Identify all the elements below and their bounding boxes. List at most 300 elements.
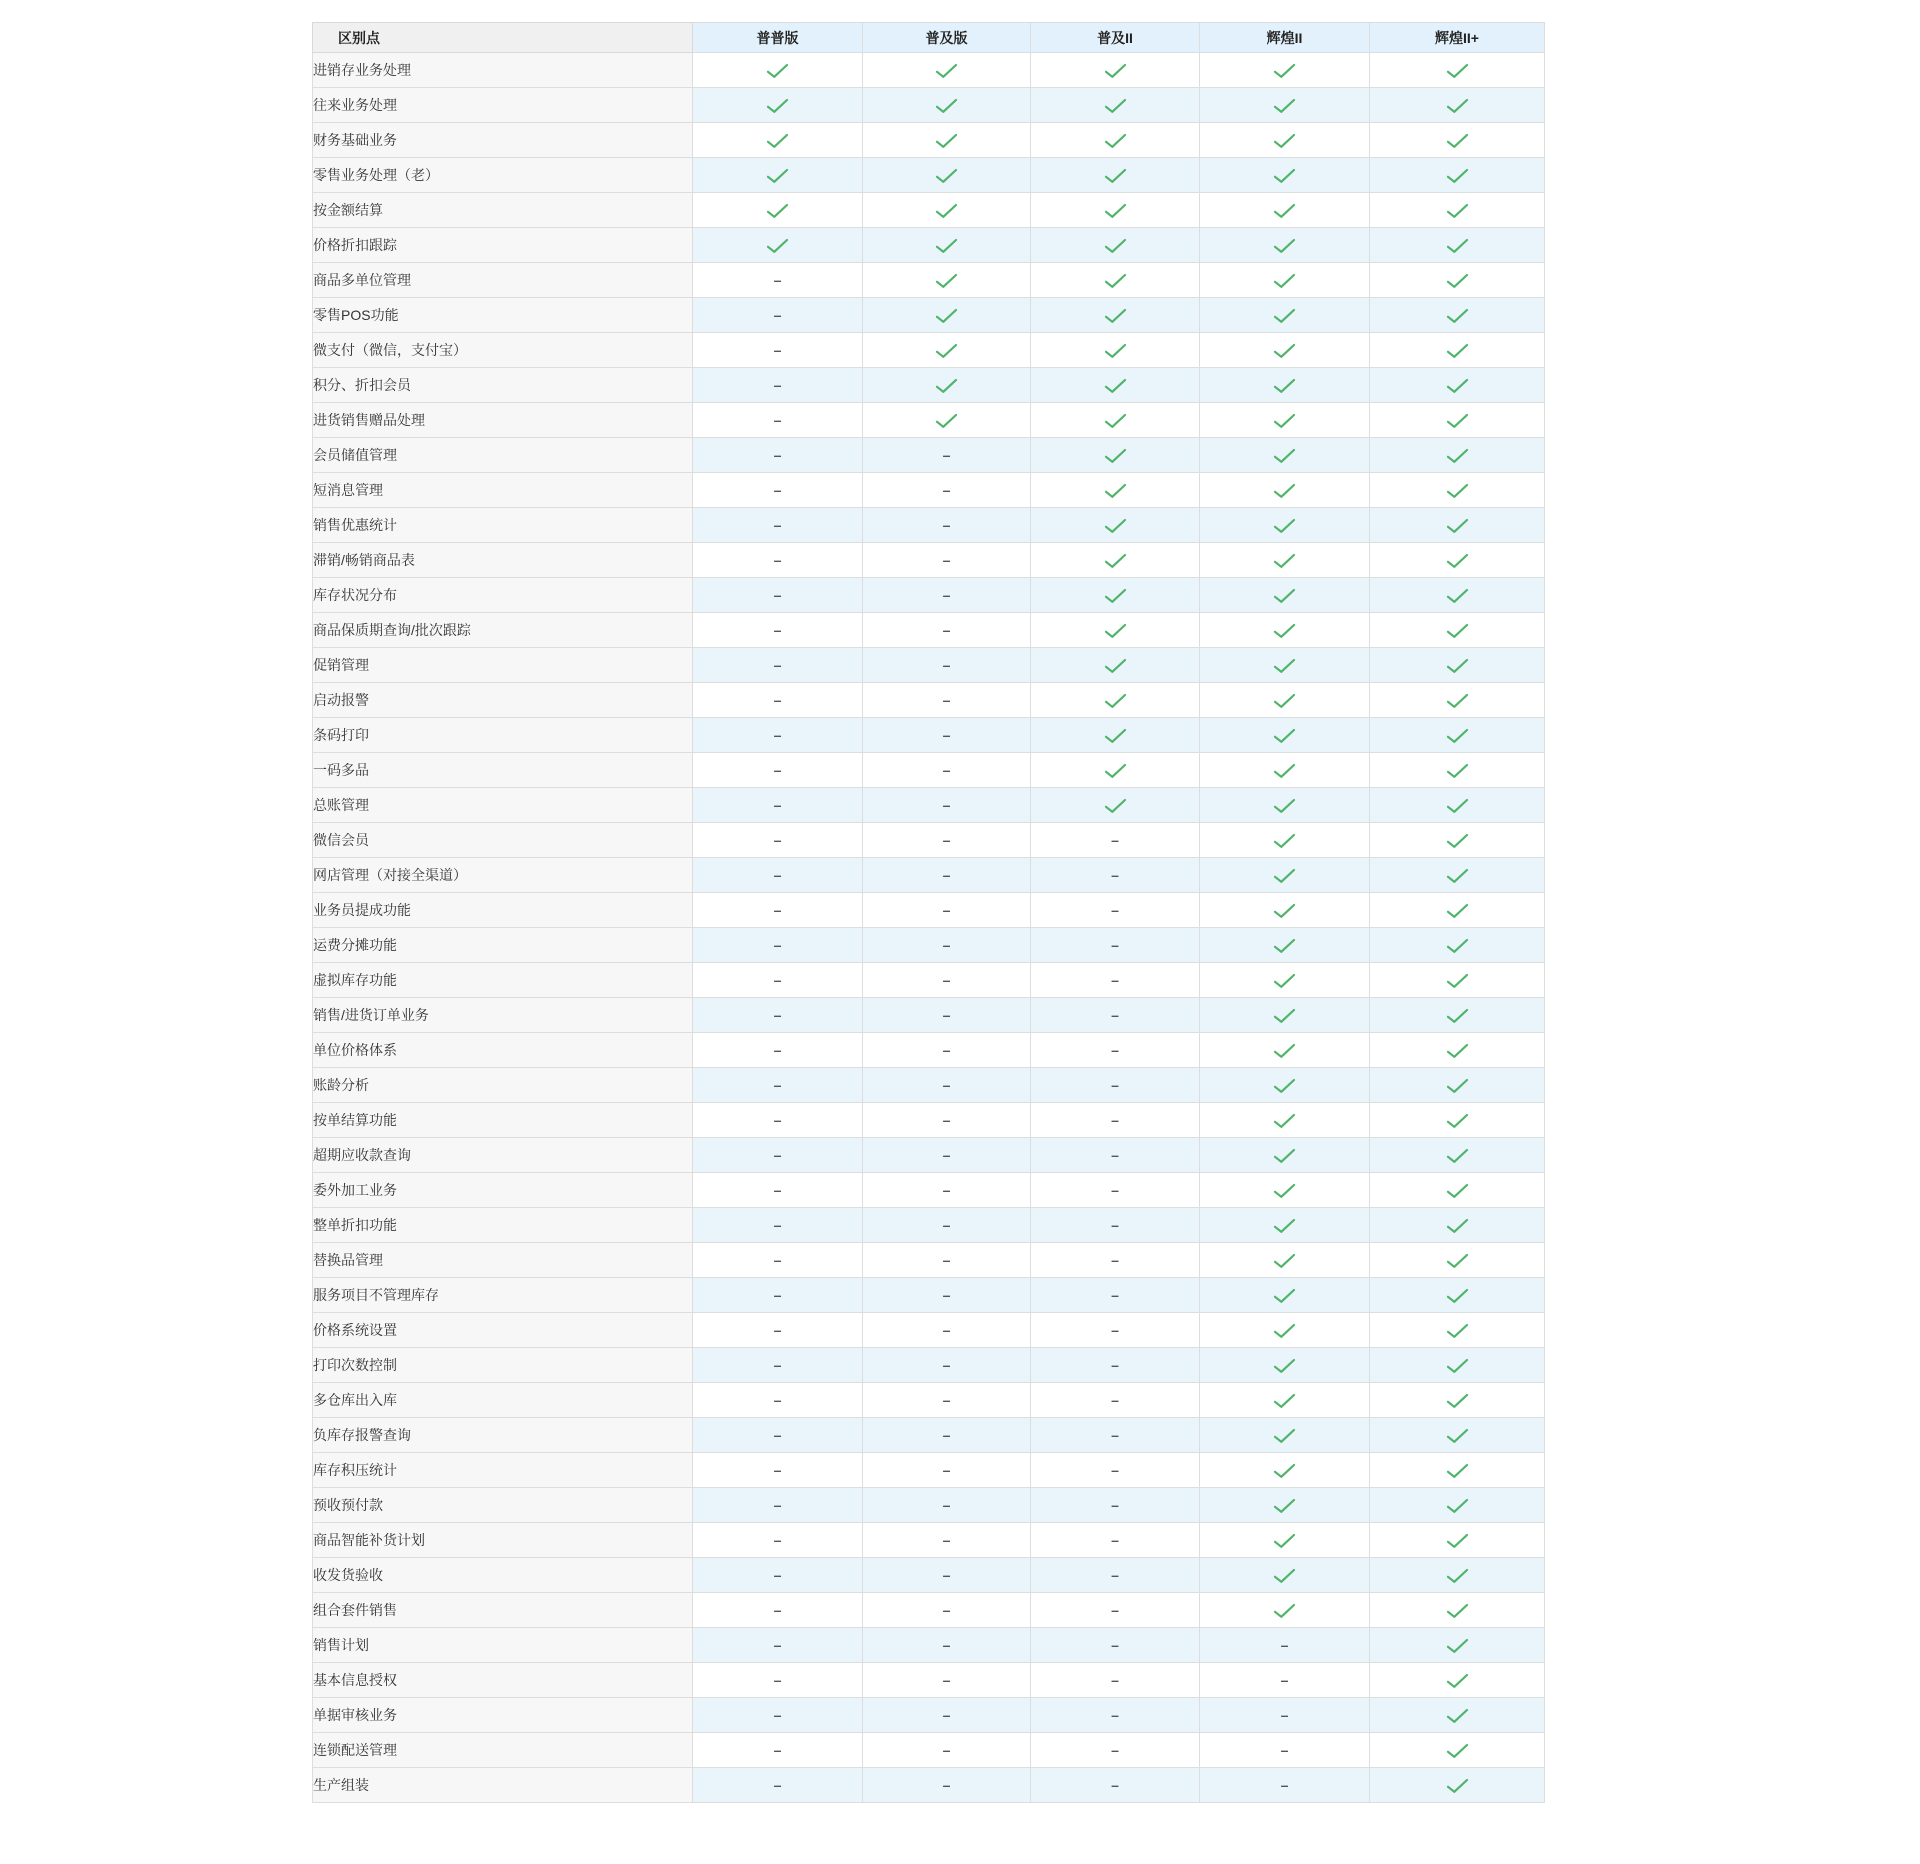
supported-cell: [1200, 298, 1370, 333]
unsupported-cell: –: [693, 438, 863, 473]
check-icon: [1273, 378, 1296, 394]
unsupported-cell: –: [1031, 1383, 1200, 1418]
check-icon: [1446, 1708, 1469, 1724]
unsupported-cell: –: [693, 998, 863, 1033]
supported-cell: [693, 193, 863, 228]
unsupported-cell: –: [693, 1453, 863, 1488]
check-icon: [1273, 448, 1296, 464]
check-icon: [1446, 833, 1469, 849]
check-icon: [1273, 1323, 1296, 1339]
supported-cell: [1370, 788, 1545, 823]
check-icon: [1104, 168, 1127, 184]
check-icon: [1273, 833, 1296, 849]
supported-cell: [863, 333, 1031, 368]
table-row: [313, 1068, 1545, 1103]
check-icon: [935, 63, 958, 79]
supported-cell: [1031, 123, 1200, 158]
supported-cell: [1200, 1348, 1370, 1383]
supported-cell: [1200, 928, 1370, 963]
supported-cell: [1370, 1768, 1545, 1803]
check-icon: [935, 98, 958, 114]
check-icon: [1273, 763, 1296, 779]
supported-cell: [1370, 1488, 1545, 1523]
check-icon: [1104, 448, 1127, 464]
unsupported-cell: –: [1031, 893, 1200, 928]
supported-cell: [1370, 1208, 1545, 1243]
supported-cell: [1370, 648, 1545, 683]
supported-cell: [1370, 1068, 1545, 1103]
supported-cell: [1031, 543, 1200, 578]
check-icon: [1446, 903, 1469, 919]
feature-label: 打印次数控制: [313, 1348, 693, 1383]
supported-cell: [693, 123, 863, 158]
feature-label: 委外加工业务: [313, 1173, 693, 1208]
unsupported-cell: –: [863, 1313, 1031, 1348]
unsupported-cell: –: [1031, 1663, 1200, 1698]
check-icon: [1446, 378, 1469, 394]
check-icon: [1273, 938, 1296, 954]
table-row: [313, 1208, 1545, 1243]
table-row: [313, 88, 1545, 123]
check-icon: [1104, 98, 1127, 114]
unsupported-cell: –: [693, 788, 863, 823]
unsupported-cell: –: [693, 1418, 863, 1453]
check-icon: [1446, 1533, 1469, 1549]
supported-cell: [1370, 1733, 1545, 1768]
table-row: [313, 1488, 1545, 1523]
supported-cell: [1200, 963, 1370, 998]
unsupported-cell: –: [693, 508, 863, 543]
table-row: [313, 788, 1545, 823]
check-icon: [1104, 798, 1127, 814]
feature-label: 账龄分析: [313, 1068, 693, 1103]
table-row: [313, 368, 1545, 403]
feature-label: 收发货验收: [313, 1558, 693, 1593]
supported-cell: [1200, 998, 1370, 1033]
table-row: [313, 298, 1545, 333]
unsupported-cell: –: [1031, 1733, 1200, 1768]
supported-cell: [1200, 613, 1370, 648]
table-row: [313, 1733, 1545, 1768]
check-icon: [1446, 658, 1469, 674]
feature-label: 条码打印: [313, 718, 693, 753]
unsupported-cell: –: [693, 263, 863, 298]
feature-label: 一码多品: [313, 753, 693, 788]
supported-cell: [1370, 1663, 1545, 1698]
unsupported-cell: –: [1031, 1103, 1200, 1138]
check-icon: [1446, 868, 1469, 884]
feature-label: 启动报警: [313, 683, 693, 718]
check-icon: [1273, 798, 1296, 814]
feature-label: 生产组装: [313, 1768, 693, 1803]
supported-cell: [1200, 88, 1370, 123]
check-icon: [1273, 658, 1296, 674]
check-icon: [1446, 728, 1469, 744]
unsupported-cell: –: [1031, 1208, 1200, 1243]
check-icon: [1446, 308, 1469, 324]
check-icon: [1446, 448, 1469, 464]
unsupported-cell: –: [1031, 1138, 1200, 1173]
feature-label: 进销存业务处理: [313, 53, 693, 88]
unsupported-cell: –: [693, 1383, 863, 1418]
supported-cell: [1370, 753, 1545, 788]
unsupported-cell: –: [863, 1173, 1031, 1208]
supported-cell: [1031, 368, 1200, 403]
feature-label: 组合套件销售: [313, 1593, 693, 1628]
supported-cell: [1200, 508, 1370, 543]
unsupported-cell: –: [693, 403, 863, 438]
check-icon: [1446, 1568, 1469, 1584]
supported-cell: [1031, 648, 1200, 683]
unsupported-cell: –: [863, 1348, 1031, 1383]
supported-cell: [1370, 1278, 1545, 1313]
unsupported-cell: –: [1031, 1348, 1200, 1383]
unsupported-cell: –: [1031, 963, 1200, 998]
feature-label: 促销管理: [313, 648, 693, 683]
feature-label: 零售业务处理（老）: [313, 158, 693, 193]
check-icon: [935, 413, 958, 429]
unsupported-cell: –: [693, 1523, 863, 1558]
unsupported-cell: –: [863, 788, 1031, 823]
supported-cell: [1370, 1593, 1545, 1628]
feature-label: 整单折扣功能: [313, 1208, 693, 1243]
supported-cell: [1370, 893, 1545, 928]
unsupported-cell: –: [863, 1278, 1031, 1313]
supported-cell: [1200, 1418, 1370, 1453]
check-icon: [1446, 1393, 1469, 1409]
column-header-version-5: 辉煌II+: [1370, 23, 1545, 53]
table-row: [313, 263, 1545, 298]
supported-cell: [1031, 88, 1200, 123]
supported-cell: [1031, 263, 1200, 298]
check-icon: [1273, 693, 1296, 709]
supported-cell: [1200, 473, 1370, 508]
unsupported-cell: –: [863, 718, 1031, 753]
unsupported-cell: –: [863, 928, 1031, 963]
unsupported-cell: –: [693, 578, 863, 613]
unsupported-cell: –: [863, 648, 1031, 683]
supported-cell: [1200, 1033, 1370, 1068]
check-icon: [1446, 1358, 1469, 1374]
supported-cell: [1031, 403, 1200, 438]
table-row: [313, 1243, 1545, 1278]
table-row: [313, 578, 1545, 613]
check-icon: [1104, 308, 1127, 324]
unsupported-cell: –: [693, 1313, 863, 1348]
feature-table-body: [313, 53, 1545, 1803]
supported-cell: [1200, 123, 1370, 158]
check-icon: [1446, 1008, 1469, 1024]
supported-cell: [1031, 613, 1200, 648]
unsupported-cell: –: [693, 1278, 863, 1313]
feature-label: 运费分摊功能: [313, 928, 693, 963]
unsupported-cell: –: [863, 1243, 1031, 1278]
table-row: [313, 1663, 1545, 1698]
supported-cell: [1370, 578, 1545, 613]
unsupported-cell: –: [1031, 1033, 1200, 1068]
check-icon: [1446, 1078, 1469, 1094]
supported-cell: [1370, 998, 1545, 1033]
supported-cell: [1370, 403, 1545, 438]
version-comparison-section: [312, 22, 1544, 1803]
check-icon: [1104, 343, 1127, 359]
unsupported-cell: –: [863, 543, 1031, 578]
supported-cell: [1370, 438, 1545, 473]
check-icon: [1273, 1078, 1296, 1094]
unsupported-cell: –: [863, 438, 1031, 473]
feature-label: 连锁配送管理: [313, 1733, 693, 1768]
supported-cell: [1370, 508, 1545, 543]
supported-cell: [1200, 648, 1370, 683]
check-icon: [1104, 518, 1127, 534]
supported-cell: [1031, 193, 1200, 228]
supported-cell: [1370, 1418, 1545, 1453]
feature-label: 多仓库出入库: [313, 1383, 693, 1418]
supported-cell: [1370, 613, 1545, 648]
unsupported-cell: –: [863, 578, 1031, 613]
check-icon: [1273, 518, 1296, 534]
unsupported-cell: –: [863, 1138, 1031, 1173]
check-icon: [1273, 308, 1296, 324]
supported-cell: [1370, 1243, 1545, 1278]
table-row: [313, 473, 1545, 508]
unsupported-cell: –: [863, 753, 1031, 788]
check-icon: [1446, 98, 1469, 114]
table-row: [313, 1033, 1545, 1068]
feature-label: 进货销售赠品处理: [313, 403, 693, 438]
supported-cell: [1031, 158, 1200, 193]
check-icon: [1446, 413, 1469, 429]
feature-label: 库存积压统计: [313, 1453, 693, 1488]
check-icon: [1446, 238, 1469, 254]
check-icon: [1104, 413, 1127, 429]
table-row: [313, 1138, 1545, 1173]
check-icon: [1273, 1533, 1296, 1549]
check-icon: [935, 378, 958, 394]
check-icon: [1273, 1568, 1296, 1584]
unsupported-cell: –: [863, 473, 1031, 508]
column-header-feature: 区别点: [313, 23, 693, 53]
unsupported-cell: –: [863, 1698, 1031, 1733]
supported-cell: [1031, 473, 1200, 508]
supported-cell: [1200, 788, 1370, 823]
unsupported-cell: –: [693, 298, 863, 333]
unsupported-cell: –: [1031, 1768, 1200, 1803]
unsupported-cell: –: [693, 893, 863, 928]
check-icon: [1446, 553, 1469, 569]
unsupported-cell: –: [863, 1593, 1031, 1628]
check-icon: [1446, 763, 1469, 779]
table-row: [313, 648, 1545, 683]
supported-cell: [1031, 753, 1200, 788]
check-icon: [1104, 763, 1127, 779]
supported-cell: [1370, 368, 1545, 403]
supported-cell: [1031, 508, 1200, 543]
check-icon: [1273, 98, 1296, 114]
supported-cell: [1370, 928, 1545, 963]
table-row: [313, 123, 1545, 158]
feature-label: 微支付（微信，支付宝）: [313, 333, 693, 368]
table-row: [313, 1418, 1545, 1453]
check-icon: [1273, 63, 1296, 79]
unsupported-cell: –: [863, 963, 1031, 998]
supported-cell: [1200, 403, 1370, 438]
supported-cell: [1370, 193, 1545, 228]
supported-cell: [863, 53, 1031, 88]
unsupported-cell: –: [1031, 1068, 1200, 1103]
check-icon: [1104, 623, 1127, 639]
supported-cell: [1200, 1103, 1370, 1138]
table-row: [313, 508, 1545, 543]
supported-cell: [1370, 1628, 1545, 1663]
supported-cell: [1200, 1593, 1370, 1628]
check-icon: [1104, 63, 1127, 79]
table-row: [313, 1313, 1545, 1348]
supported-cell: [1370, 1558, 1545, 1593]
supported-cell: [1200, 1243, 1370, 1278]
unsupported-cell: –: [1200, 1663, 1370, 1698]
supported-cell: [1370, 1138, 1545, 1173]
unsupported-cell: –: [693, 543, 863, 578]
unsupported-cell: –: [693, 648, 863, 683]
supported-cell: [1031, 333, 1200, 368]
unsupported-cell: –: [1031, 858, 1200, 893]
unsupported-cell: –: [693, 473, 863, 508]
feature-label: 预收预付款: [313, 1488, 693, 1523]
check-icon: [1104, 553, 1127, 569]
check-icon: [1446, 168, 1469, 184]
check-icon: [1104, 203, 1127, 219]
check-icon: [1446, 1638, 1469, 1654]
unsupported-cell: –: [863, 1033, 1031, 1068]
table-row: [313, 1768, 1545, 1803]
unsupported-cell: –: [693, 1488, 863, 1523]
unsupported-cell: –: [1031, 1628, 1200, 1663]
check-icon: [1446, 1428, 1469, 1444]
supported-cell: [1200, 823, 1370, 858]
unsupported-cell: –: [693, 858, 863, 893]
table-row: [313, 613, 1545, 648]
supported-cell: [1031, 718, 1200, 753]
unsupported-cell: –: [1031, 1488, 1200, 1523]
check-icon: [1104, 378, 1127, 394]
feature-label: 会员储值管理: [313, 438, 693, 473]
table-row: [313, 158, 1545, 193]
unsupported-cell: –: [1200, 1733, 1370, 1768]
supported-cell: [1200, 578, 1370, 613]
unsupported-cell: –: [693, 1593, 863, 1628]
unsupported-cell: –: [1031, 823, 1200, 858]
supported-cell: [1370, 543, 1545, 578]
supported-cell: [693, 228, 863, 263]
check-icon: [1446, 1323, 1469, 1339]
feature-label: 商品保质期查询/批次跟踪: [313, 613, 693, 648]
feature-label: 零售POS功能: [313, 298, 693, 333]
unsupported-cell: –: [693, 928, 863, 963]
table-row: [313, 1348, 1545, 1383]
unsupported-cell: –: [863, 1663, 1031, 1698]
unsupported-cell: –: [863, 1103, 1031, 1138]
supported-cell: [1031, 683, 1200, 718]
feature-label: 总账管理: [313, 788, 693, 823]
table-row: [313, 53, 1545, 88]
supported-cell: [1370, 858, 1545, 893]
supported-cell: [863, 368, 1031, 403]
unsupported-cell: –: [693, 1663, 863, 1698]
table-row: [313, 1698, 1545, 1733]
supported-cell: [1200, 1558, 1370, 1593]
supported-cell: [1200, 858, 1370, 893]
check-icon: [1446, 133, 1469, 149]
supported-cell: [1200, 53, 1370, 88]
feature-label: 微信会员: [313, 823, 693, 858]
feature-label: 按金额结算: [313, 193, 693, 228]
feature-label: 负库存报警查询: [313, 1418, 693, 1453]
check-icon: [1273, 903, 1296, 919]
supported-cell: [1200, 1278, 1370, 1313]
feature-label: 超期应收款查询: [313, 1138, 693, 1173]
check-icon: [1273, 973, 1296, 989]
supported-cell: [1031, 53, 1200, 88]
supported-cell: [1200, 1523, 1370, 1558]
check-icon: [1104, 483, 1127, 499]
check-icon: [935, 203, 958, 219]
check-icon: [766, 203, 789, 219]
table-row: [313, 1558, 1545, 1593]
supported-cell: [1200, 193, 1370, 228]
supported-cell: [1031, 578, 1200, 613]
table-row: [313, 1453, 1545, 1488]
check-icon: [1273, 1358, 1296, 1374]
check-icon: [1273, 413, 1296, 429]
table-row: [313, 753, 1545, 788]
unsupported-cell: –: [693, 1733, 863, 1768]
column-header-version-2: 普及版: [863, 23, 1031, 53]
unsupported-cell: –: [693, 718, 863, 753]
supported-cell: [1370, 123, 1545, 158]
supported-cell: [1370, 963, 1545, 998]
unsupported-cell: –: [863, 683, 1031, 718]
table-row: [313, 1173, 1545, 1208]
feature-label: 替换品管理: [313, 1243, 693, 1278]
supported-cell: [1200, 333, 1370, 368]
feature-label: 销售计划: [313, 1628, 693, 1663]
check-icon: [1446, 1148, 1469, 1164]
table-row: [313, 1278, 1545, 1313]
unsupported-cell: –: [1031, 1418, 1200, 1453]
table-row: [313, 998, 1545, 1033]
supported-cell: [863, 228, 1031, 263]
check-icon: [1104, 693, 1127, 709]
feature-label: 基本信息授权: [313, 1663, 693, 1698]
feature-label: 滞销/畅销商品表: [313, 543, 693, 578]
column-header-version-1: 普普版: [693, 23, 863, 53]
check-icon: [1273, 238, 1296, 254]
unsupported-cell: –: [863, 1628, 1031, 1663]
unsupported-cell: –: [1200, 1628, 1370, 1663]
unsupported-cell: –: [693, 753, 863, 788]
supported-cell: [1370, 1313, 1545, 1348]
check-icon: [1273, 1113, 1296, 1129]
check-icon: [1446, 1218, 1469, 1234]
unsupported-cell: –: [863, 1068, 1031, 1103]
feature-label: 财务基础业务: [313, 123, 693, 158]
unsupported-cell: –: [1200, 1698, 1370, 1733]
unsupported-cell: –: [1031, 1278, 1200, 1313]
supported-cell: [1370, 298, 1545, 333]
supported-cell: [1370, 1698, 1545, 1733]
check-icon: [1446, 693, 1469, 709]
